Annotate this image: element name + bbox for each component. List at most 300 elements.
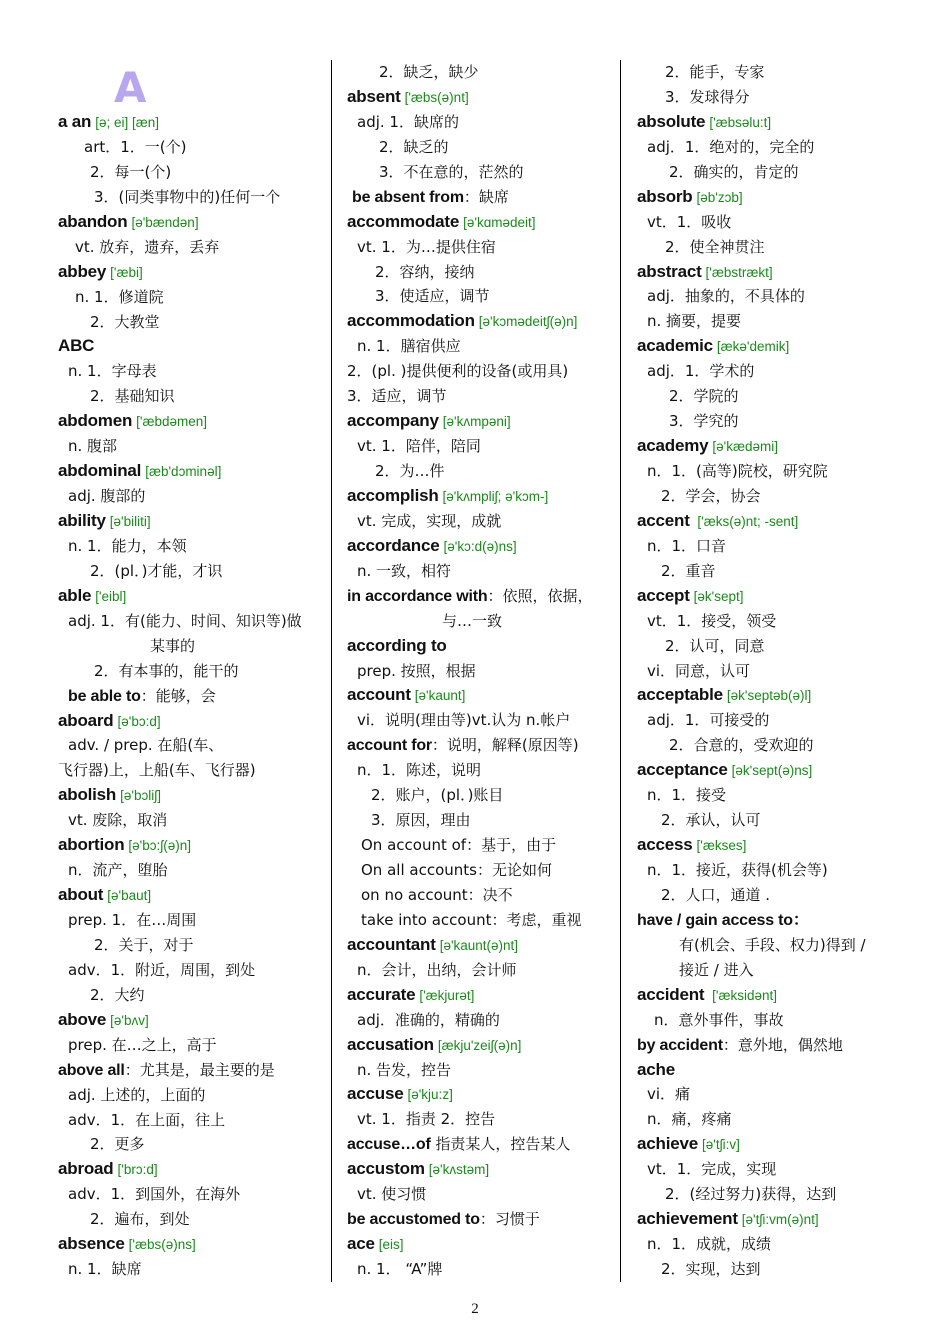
definition-text: 2．每一(个) xyxy=(90,162,172,181)
definition-line xyxy=(637,1082,907,1107)
definition-line xyxy=(347,260,617,285)
headword-entry xyxy=(58,833,326,858)
definition-text: adj. 1．有(能力、时间、知识等)做 xyxy=(68,611,302,630)
definition-text: n. 1．修道院 xyxy=(75,287,164,306)
phonetic: [ə'bɔ:d] xyxy=(117,713,161,729)
phonetic: [æb'dɔminəl] xyxy=(145,464,222,480)
definition-line xyxy=(58,434,326,459)
phrase-term: accuse…of xyxy=(347,1136,431,1154)
headword: aboard xyxy=(58,710,114,730)
definition-line xyxy=(347,334,617,359)
phonetic: [ə'kædəmi] xyxy=(712,439,778,455)
phonetic: [ækə'demik] xyxy=(716,339,790,355)
headword: able xyxy=(58,585,92,605)
phrase-line xyxy=(347,1132,617,1157)
definition-text: above all：尤其是，最主要的是 xyxy=(58,1060,275,1079)
phonetic: ['ækses] xyxy=(696,838,747,854)
definition-line xyxy=(637,459,907,484)
definition-text: 2．账户，(pl．)账目 xyxy=(371,786,504,805)
headword-entry xyxy=(58,584,326,609)
definition-text: vi．痛 xyxy=(647,1085,691,1104)
headword-entry xyxy=(637,584,907,609)
definition-text: 2．遍布，到处 xyxy=(90,1210,190,1229)
definition-line xyxy=(637,808,907,833)
definition-line xyxy=(347,60,617,85)
headword: accept xyxy=(637,585,690,605)
headword-entry xyxy=(58,709,326,734)
definition-line xyxy=(347,858,617,883)
definition-line xyxy=(637,958,907,983)
definition-line xyxy=(347,808,617,833)
phonetic: [ə'kɔ:d(ə)ns] xyxy=(443,538,517,554)
definition-line xyxy=(637,783,907,808)
headword: a an xyxy=(58,112,92,131)
definition-text: be accustomed to：习惯于 xyxy=(347,1210,540,1229)
definition-line xyxy=(347,135,617,160)
definition-line xyxy=(58,983,326,1008)
definition-line xyxy=(637,409,907,434)
phonetic: [ə'biliti] xyxy=(109,514,151,529)
definition-text: 2．缺乏，缺少 xyxy=(379,63,479,81)
definition-line xyxy=(58,908,326,933)
headword: academy xyxy=(637,436,709,456)
phonetic: [ə'kaunt] xyxy=(414,688,466,704)
phonetic: [ə'tʃi:v] xyxy=(701,1137,740,1153)
headword: accident xyxy=(637,984,705,1004)
definition-text: accuse…of 指责某人，控告某人 xyxy=(347,1135,571,1154)
phrase-line xyxy=(347,733,617,758)
headword-entry xyxy=(347,683,617,708)
definition-text: n．痛，疼痛 xyxy=(647,1110,732,1129)
phrase-line xyxy=(347,185,617,210)
headword: accordance xyxy=(347,535,440,555)
definition-text: 2．承认，认可 xyxy=(661,811,761,830)
definition-line xyxy=(347,783,617,808)
definition-line xyxy=(637,484,907,509)
definition-text: vi．说明(理由等)vt.认为 n.帐户 xyxy=(357,711,571,730)
definition-text: n. 1．能力，本领 xyxy=(68,536,187,555)
definition-text: 2．使全神贯注 xyxy=(665,237,765,256)
headword: absolute xyxy=(637,111,706,131)
headword-entry xyxy=(637,334,907,359)
headword-entry xyxy=(58,1232,326,1257)
definition-line xyxy=(58,858,326,883)
phrase-term: be absent from xyxy=(352,188,464,206)
definition-text: vt. 完成，实现，成就 xyxy=(357,511,502,530)
definition-text: 2．(pl. )提供便利的设备(或用具) xyxy=(347,362,569,381)
definition-text: n．1．成就，成绩 xyxy=(647,1235,772,1254)
headword: absent xyxy=(347,86,401,106)
definition-text: adj．抽象的，不具体的 xyxy=(647,287,805,306)
headword-entry xyxy=(347,1033,617,1058)
headword-entry xyxy=(58,459,326,484)
definition-text: take into account：考虑，重视 xyxy=(361,910,582,929)
phonetic: [ə'kɔmədeitʃ(ə)n] xyxy=(478,314,578,330)
definition-text: vt. 1．指责 2．控告 xyxy=(357,1110,496,1129)
definition-text: be able to：能够，会 xyxy=(68,686,216,705)
headword: abstract xyxy=(637,261,702,281)
headword: ability xyxy=(58,511,106,530)
definition-text: vi．同意，认可 xyxy=(647,661,751,680)
headword-entry xyxy=(637,683,907,708)
definition-text: n．意外事件，事故 xyxy=(654,1010,784,1029)
definition-text: n. 1． “A”牌 xyxy=(357,1260,443,1278)
definition-text: adv. / prep. 在船(车、 xyxy=(68,736,224,755)
definition-line xyxy=(637,235,907,260)
headword: abroad xyxy=(58,1159,114,1179)
headword-entry xyxy=(347,85,617,110)
definition-line xyxy=(58,185,326,210)
definition-text: n．1．陈述，说明 xyxy=(357,761,482,780)
definition-line xyxy=(637,309,907,334)
headword: according to xyxy=(347,635,447,655)
phrase-term: account for xyxy=(347,737,432,755)
definition-line xyxy=(637,708,907,733)
definition-line xyxy=(58,933,326,958)
headword-entry xyxy=(58,110,326,135)
phrase-line xyxy=(58,684,326,709)
headword-entry xyxy=(347,534,617,559)
headword: acceptable xyxy=(637,685,723,705)
definition-text: On account of：基于，由于 xyxy=(361,836,557,855)
definition-line xyxy=(58,235,326,260)
definition-text: adv．1．在上面，往上 xyxy=(68,1110,226,1129)
headword: ace xyxy=(347,1234,375,1254)
headword: abdomen xyxy=(58,411,133,431)
definition-line xyxy=(58,659,326,684)
definition-line xyxy=(347,958,617,983)
definition-text: n. 摘要，提要 xyxy=(647,312,742,331)
definition-text: 2．大教堂 xyxy=(90,312,160,331)
definition-line xyxy=(347,384,617,409)
phonetic: ['æbs(ə)nt] xyxy=(404,89,469,105)
definition-text: n．流产，堕胎 xyxy=(68,861,168,880)
phonetic: [ək'sept] xyxy=(693,588,744,604)
phrase-term: above all xyxy=(58,1061,125,1079)
definition-text: prep. 在…之上，高于 xyxy=(68,1035,217,1054)
definition-text: 接近 / 进入 xyxy=(679,960,754,979)
definition-line xyxy=(637,284,907,309)
phonetic: [ə'bændən] xyxy=(131,214,199,230)
headword: acceptance xyxy=(637,760,728,780)
definition-text: n．1．接受 xyxy=(647,786,727,805)
phrase-term: be able to xyxy=(68,687,141,705)
definition-line xyxy=(637,384,907,409)
definition-line xyxy=(637,534,907,559)
definition-text: 3．适应，调节 xyxy=(347,387,447,406)
phonetic: ['ækjurət] xyxy=(419,987,475,1003)
definition-line xyxy=(58,135,326,160)
definition-text: n. 1．缺席 xyxy=(68,1260,142,1279)
definition-text: vt. 1．为…提供住宿 xyxy=(357,237,496,256)
definition-text: adj. 腹部的 xyxy=(68,487,146,506)
definition-text: n. 1．字母表 xyxy=(68,362,157,381)
headword: achievement xyxy=(637,1209,738,1229)
headword-entry xyxy=(347,983,617,1008)
definition-line xyxy=(637,659,907,684)
definition-line xyxy=(58,484,326,509)
headword-entry xyxy=(637,260,907,285)
phonetic: [ək'septəb(ə)l] xyxy=(726,688,812,704)
phonetic: ['æbstrækt] xyxy=(705,264,773,280)
phonetic: [əb'zɔb] xyxy=(696,189,743,205)
definition-text: 3．学究的 xyxy=(669,412,739,431)
definition-text: adj．1．可接受的 xyxy=(647,711,770,730)
definition-line xyxy=(637,359,907,384)
phrase-term: in accordance with xyxy=(347,587,488,605)
definition-line xyxy=(637,1257,907,1282)
definition-line xyxy=(637,733,907,758)
definition-line xyxy=(347,284,617,309)
definition-line xyxy=(347,559,617,584)
definition-text: n．1．口音 xyxy=(647,536,727,555)
headword: accurate xyxy=(347,984,416,1004)
phrase-term: by accident xyxy=(637,1036,723,1054)
phonetic: [ə'kaunt(ə)nt] xyxy=(439,937,519,953)
definition-text: adv．1．到国外，在海外 xyxy=(68,1185,241,1204)
headword: access xyxy=(637,835,693,855)
definition-text: 某事的 xyxy=(150,636,196,655)
headword-entry xyxy=(637,110,907,135)
definition-text: 2．(pl．)才能，才识 xyxy=(90,561,223,580)
definition-line xyxy=(347,1107,617,1132)
definition-line xyxy=(637,210,907,235)
phonetic: [eis] xyxy=(378,1237,404,1253)
definition-text: n．会计，出纳，会计师 xyxy=(357,960,517,979)
phonetic: ['æbi] xyxy=(110,264,143,280)
definition-text: adj．1．学术的 xyxy=(647,362,755,381)
headword: about xyxy=(58,885,104,905)
definition-line xyxy=(58,160,326,185)
definition-text: 2．人口，通道 . xyxy=(661,885,771,904)
definition-text xyxy=(637,911,809,929)
definition-line xyxy=(58,758,326,783)
headword: above xyxy=(58,1009,107,1029)
definition-text: adj．准确的，精确的 xyxy=(357,1010,500,1029)
headword: accomplish xyxy=(347,485,439,505)
headword-entry xyxy=(347,210,617,235)
column-3 xyxy=(637,60,907,1282)
definition-text: n. 1．膳宿供应 xyxy=(357,337,461,356)
definition-line xyxy=(58,1033,326,1058)
definition-line xyxy=(637,160,907,185)
definition-text: account for：说明，解释(原因等) xyxy=(347,736,579,755)
definition-line xyxy=(637,1107,907,1132)
headword: abandon xyxy=(58,211,128,231)
definition-line xyxy=(58,384,326,409)
definition-text: 2．合意的，受欢迎的 xyxy=(669,736,814,755)
definition-line xyxy=(58,1182,326,1207)
definition-text: On all accounts：无论如何 xyxy=(361,861,552,879)
definition-line xyxy=(637,609,907,634)
headword: accent xyxy=(637,510,690,530)
headword-entry xyxy=(347,409,617,434)
definition-line xyxy=(637,559,907,584)
phonetic: [ə'bɔ:ʃ(ə)n] xyxy=(128,838,192,854)
definition-line xyxy=(347,883,617,908)
definition-text: 与…一致 xyxy=(442,611,503,630)
headword: account xyxy=(347,685,411,705)
phonetic: [ækju'zeiʃ(ə)n] xyxy=(437,1037,522,1053)
definition-text: vt．1．吸收 xyxy=(647,212,732,231)
headword-entry xyxy=(347,484,617,509)
headword: accommodation xyxy=(347,311,475,331)
definition-text: 2．大约 xyxy=(90,985,145,1004)
headword: absorb xyxy=(637,186,693,206)
definition-text: 2．(经过努力)获得，达到 xyxy=(665,1185,837,1204)
section-letter: A xyxy=(114,63,147,112)
definition-line xyxy=(58,310,326,335)
phonetic: [ə; ei] [æn] xyxy=(95,115,160,130)
definition-text: 2．能手，专家 xyxy=(665,63,765,81)
definition-line xyxy=(637,1182,907,1207)
headword-entry xyxy=(58,883,326,908)
headword-entry xyxy=(637,1207,907,1232)
phrase-line xyxy=(347,584,617,609)
phonetic: [ə'bʌv] xyxy=(110,1012,149,1028)
headword: ache xyxy=(637,1059,675,1079)
definition-line xyxy=(347,758,617,783)
definition-line xyxy=(347,609,617,634)
definition-text: adv．1．附近，周围，到处 xyxy=(68,960,256,979)
definition-line xyxy=(637,634,907,659)
definition-text: vt．1．接受，领受 xyxy=(647,611,777,630)
definition-text: 有(机会、手段、权力)得到 / xyxy=(679,935,866,954)
definition-line xyxy=(637,1232,907,1257)
headword-entry xyxy=(58,509,326,534)
phonetic: [ə'kʌmpəni] xyxy=(442,414,511,430)
definition-text: 2．重音 xyxy=(661,561,716,580)
definition-text: 2．容纳，接纳 xyxy=(375,262,475,281)
definition-text: 3．(同类事物中的)任何一个 xyxy=(94,187,281,206)
definition-line xyxy=(637,135,907,160)
definition-line xyxy=(58,634,326,659)
definition-text: 2．学会，协会 xyxy=(661,486,761,505)
headword-entry xyxy=(637,1132,907,1157)
headword: accommodate xyxy=(347,211,460,231)
headword-entry xyxy=(637,509,907,534)
phrase-line xyxy=(347,1207,617,1232)
headword-entry xyxy=(347,309,617,334)
headword-entry xyxy=(637,434,907,459)
definition-line xyxy=(58,808,326,833)
column-divider xyxy=(331,60,332,1282)
definition-line xyxy=(347,160,617,185)
definition-text: n．1．(高等)院校，研究院 xyxy=(647,462,828,480)
definition-line xyxy=(347,110,617,135)
phrase-term: be accustomed to xyxy=(347,1211,480,1229)
phonetic: [ə'bɔliʃ] xyxy=(120,788,161,804)
definition-text: n．1．接近，获得(机会等) xyxy=(647,861,828,879)
headword-entry xyxy=(637,185,907,210)
definition-line xyxy=(347,1008,617,1033)
phonetic: [ək'sept(ə)ns] xyxy=(731,763,813,779)
headword-entry xyxy=(58,1008,326,1033)
definition-line xyxy=(347,908,617,933)
definition-line xyxy=(58,958,326,983)
definition-text: 3．不在意的，茫然的 xyxy=(379,162,524,181)
definition-text: 2．为…件 xyxy=(375,462,445,480)
phonetic: [ə'kʌmpliʃ; ə'kɔm-] xyxy=(442,488,549,504)
phrase-line xyxy=(637,1033,907,1058)
headword: accustom xyxy=(347,1159,425,1179)
definition-text: prep. 按照，根据 xyxy=(357,661,476,680)
definition-text: n. 一致，相符 xyxy=(357,561,452,580)
phonetic: ['eibl] xyxy=(95,588,127,604)
definition-line xyxy=(58,285,326,310)
phonetic: ['æbs(ə)ns] xyxy=(128,1237,196,1253)
definition-line xyxy=(347,659,617,684)
definition-line xyxy=(58,534,326,559)
definition-line xyxy=(347,1058,617,1083)
headword-entry xyxy=(58,334,326,359)
definition-text: 3．使适应，调节 xyxy=(375,287,490,306)
column-1 xyxy=(58,60,326,1282)
definition-line xyxy=(637,1157,907,1182)
definition-text: 3．发球得分 xyxy=(665,87,750,106)
definition-line xyxy=(347,708,617,733)
definition-text: adj．1．绝对的，完全的 xyxy=(647,137,815,156)
definition-text: 2．更多 xyxy=(90,1135,145,1154)
definition-line xyxy=(347,459,617,484)
definition-line xyxy=(347,1257,617,1282)
definition-text: vt. 废除，取消 xyxy=(68,811,168,830)
phonetic: [ə'tʃi:vm(ə)nt] xyxy=(741,1212,819,1228)
phonetic: [ə'kju:z] xyxy=(407,1087,453,1103)
definition-text: 2．认可，同意 xyxy=(665,636,765,655)
definition-line xyxy=(58,359,326,384)
definition-text: adj. 上述的，上面的 xyxy=(68,1085,206,1104)
definition-text: on no account：决不 xyxy=(361,885,513,904)
headword-entry xyxy=(347,1157,617,1182)
definition-text: 2．有本事的，能干的 xyxy=(94,661,239,680)
definition-text: 2．实现，达到 xyxy=(661,1260,761,1278)
phonetic: ['brɔ:d] xyxy=(117,1162,158,1178)
definition-text: art．1．一(个) xyxy=(84,137,187,156)
definition-text: 2．缺乏的 xyxy=(379,137,449,156)
headword: accompany xyxy=(347,411,439,431)
phonetic: ['æbdəmen] xyxy=(136,414,208,430)
definition-text: 飞行器)上，上船(车、飞行器) xyxy=(58,761,256,780)
definition-text: adj. 1．缺席的 xyxy=(357,112,459,131)
definition-line xyxy=(347,509,617,534)
headword-entry xyxy=(347,1082,617,1107)
phonetic: [ə'baut] xyxy=(107,888,152,904)
phonetic: [ə'kɑmədeit] xyxy=(463,214,536,230)
definition-line xyxy=(637,85,907,110)
headword: achieve xyxy=(637,1134,698,1154)
phonetic: ['æks(ə)nt; -sent] xyxy=(693,513,799,529)
definition-text: by accident：意外地，偶然地 xyxy=(637,1035,843,1054)
headword: abortion xyxy=(58,835,125,855)
definition-text: vt. 使习惯 xyxy=(357,1185,427,1204)
definition-text: 2．确实的，肯定的 xyxy=(669,162,799,181)
definition-line xyxy=(347,434,617,459)
definition-line xyxy=(58,1108,326,1133)
definition-line xyxy=(58,1257,326,1282)
headword: abbey xyxy=(58,261,107,281)
definition-line xyxy=(58,1083,326,1108)
definition-text: be absent from：缺席 xyxy=(352,187,509,206)
headword-entry xyxy=(637,1058,907,1083)
headword-entry xyxy=(347,634,617,659)
page-number: 2 xyxy=(471,1301,479,1317)
phonetic: ['æbsəlu:t] xyxy=(709,114,772,130)
definition-text: vt. 1．陪伴，陪同 xyxy=(357,437,481,456)
definition-line xyxy=(637,883,907,908)
definition-line xyxy=(637,1008,907,1033)
phonetic: [ə'kʌstəm] xyxy=(428,1162,490,1178)
